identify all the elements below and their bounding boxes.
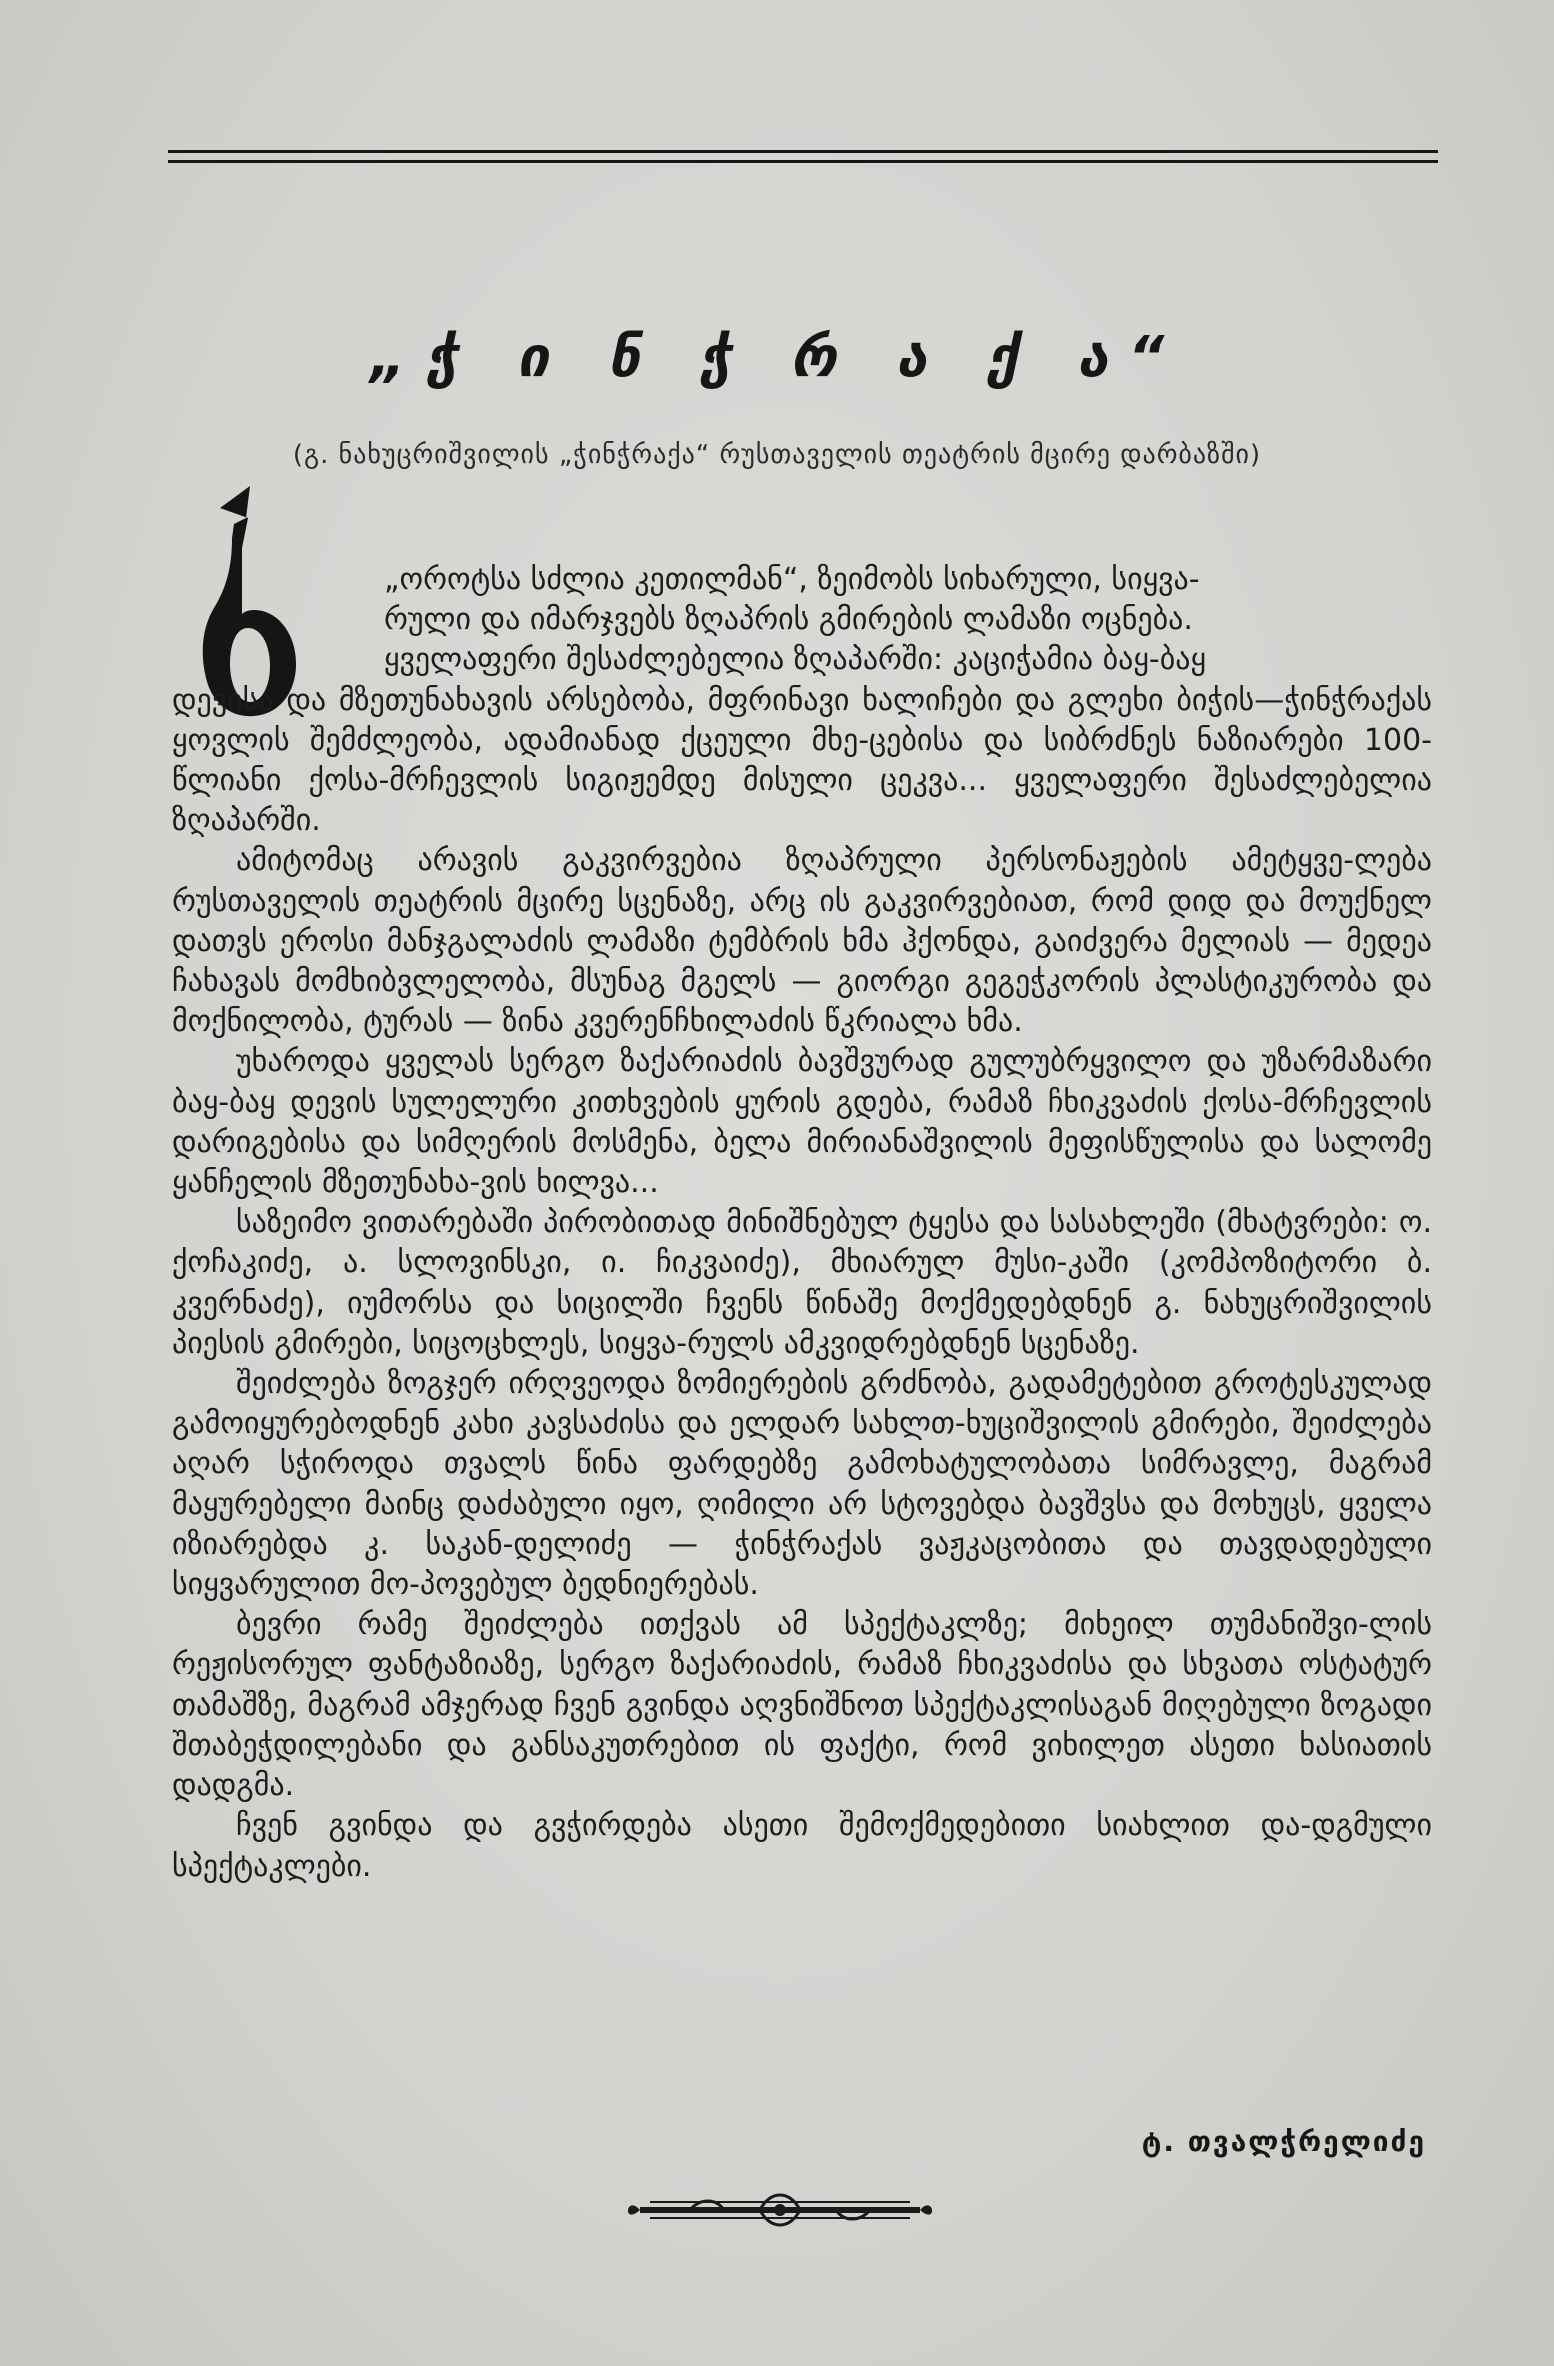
- rule-line: [168, 150, 1438, 153]
- paragraph: ბევრი რამე შეიძლება ითქვას ამ სპექტაკლზე; მიხეილ თუმანიშვი-ლის რეჟისორულ ფანტაზიაზე, სერგო ზაქარიაძის, რამაზ ჩხიკვაძისა და სხვათა ოსტატურ თამაშზე, მაგრამ ამჯერად ჩვენ გვინდა აღვნიშნოთ სპექტაკლისაგან მიღებული ზოგადი შთაბეჭდილებანი და განსაკუთრებით ის ფაქტი, რომ ვიხილეთ ასეთი ხასიათის დადგმა.: [172, 1607, 1432, 1804]
- article-body: [172, 560, 1432, 1887]
- first-paragraph-opening: [172, 560, 1432, 681]
- paragraph: შეიძლება ზოგჯერ ირღვეოდა ზომიერების გრძნობა, გადამეტებით გროტესკულად გამოიყურებოდნენ კახი კავსაძისა და ელდარ სახლთ-ხუციშვილის გმირები, შეიძლება აღარ სჭიროდა თვალს წინა ფარდებზე გამოხატულობათა სიმრავლე, მაგრამ მაყურებელი მაინც დაძაბული იყო, ღიმილი არ სტოვებდა ბავშვსა და მოხუცს, ყველა იზიარებდა კ. საკან-დელიძე — ჭინჭრაქას ვაჟკაცობითა და თავდადებული სიყვარულით მო-პოვებულ ბედნიერებას.: [172, 1366, 1432, 1603]
- paragraph: უხაროდა ყველას სერგო ზაქარიაძის ბავშვურად გულუბრყვილო და უზარმაზარი ბაყ-ბაყ დევის სულელური კითხვების ყურის გდება, რამაზ ჩხიკვაძის ქოსა-მრჩევლის დარიგებისა და სიმღერის მოსმენა, ბელა მირიანაშვილის მეფისწულისა და სალომე ყანჩელის მზეთუნახა-ვის ხილვა...: [172, 1044, 1432, 1201]
- ornament-divider-icon: [620, 2180, 940, 2240]
- paragraph: დევისა და მზეთუნახავის არსებობა, მფრინავი ხალიჩები და გლეხი ბიჭის—ჭინჭრაქას ყოვლის შემძლეობა, ადამიანად ქცეული მხე-ცებისა და სიბრძნეს ნაზიარები 100-წლიანი ქოსა-მრჩევლის სიგიჟემდე მისული ცეკვა... ყველაფერი შესაძლებელია ზღაპარში.: [172, 682, 1432, 839]
- paragraph: ჩვენ გვინდა და გვჭირდება ასეთი შემოქმედებითი სიახლით და-დგმული სპექტაკლები.: [172, 1808, 1432, 1884]
- paragraph: საზეიმო ვითარებაში პირობითად მინიშნებულ ტყესა და სასახლეში (მხატვრები: ო. ქოჩაკიძე, ა. სლოვინსკი, ი. ჩიკვაიძე), მხიარულ მუსი-კაში (კომპოზიტორი ბ. კვერნაძე), იუმორსა და სიცილში ჩვენს წინაშე მოქმედებდნენ გ. ნახუცრიშვილის პიესის გმირები, სიცოცხლეს, სიყვა-რულს ამკვიდრებდნენ სცენაზე.: [172, 1205, 1432, 1361]
- text-line: „ოროტსა სძლია კეთილმან“, ზეიმობს სიხარული, სიყვა-: [384, 562, 1200, 597]
- text-line: რული და იმარჯვებს ზღაპრის გმირების ლამაზი ოცნება.: [384, 602, 1193, 638]
- rule-line: [168, 160, 1438, 163]
- paragraph: ამიტომაც არავის გაკვირვებია ზღაპრული პერსონაჟების ამეტყვე-ლება რუსთაველის თეატრის მცირე სცენაზე, არც ის გაკვირვებიათ, რომ დიდ და მოუქნელ დათვს ეროსი მანჯგალაძის ლამაზი ტემბრის ხმა ჰქონდა, გაიძვერა მელიას — მედეა ჩახავას მომხიბვლელობა, მსუნაგ მგელს — გიორგი გეგეჭკორის პლასტიკურობა და მოქნილობა, ტურას — ზინა კვერენჩხილაძის წკრიალა ხმა.: [172, 843, 1432, 1040]
- author-signature: ტ. თვალჭრელიძე: [1141, 2125, 1426, 2158]
- text-line: ყველაფერი შესაძლებელია ზღაპარში: კაციჭამია ბაყ-ბაყ: [384, 642, 1207, 678]
- article-subtitle: (გ. ნახუცრიშვილის „ჭინჭრაქა“ რუსთაველის თეატრის მცირე დარბაზში): [292, 440, 1262, 470]
- article-title: „ჭ ი ნ ჭ რ ა ქ ა“: [369, 325, 1185, 390]
- top-double-rule: [168, 150, 1438, 170]
